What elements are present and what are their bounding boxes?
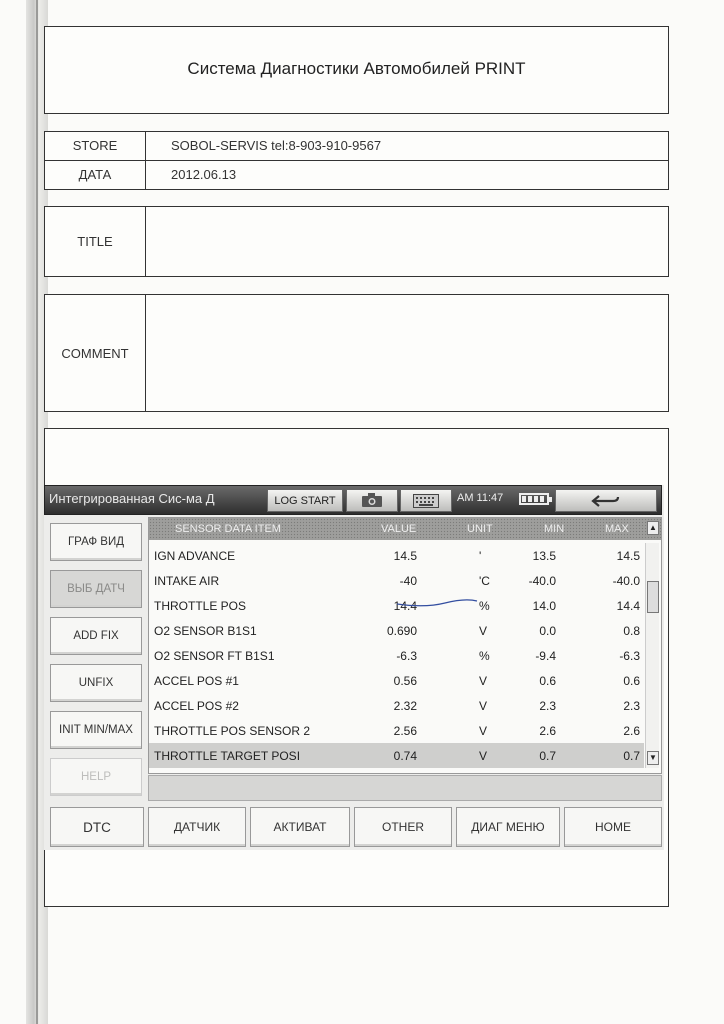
title-field: [44, 206, 669, 277]
clock: AM 11:47: [457, 492, 504, 504]
sensor-min: -40.0: [528, 574, 556, 588]
comment-field: [44, 294, 669, 412]
sensor-min: 0.7: [539, 749, 556, 763]
sensor-button[interactable]: ДАТЧИК: [148, 807, 246, 847]
dtc-button[interactable]: DTC: [50, 807, 144, 847]
sensor-min: -9.4: [535, 649, 556, 663]
sensor-min: 14.0: [532, 599, 556, 613]
sensor-value: 0.56: [393, 674, 417, 688]
store-value: SOBOL-SERVIS tel:8-903-910-9567: [171, 138, 382, 153]
add-fix-button[interactable]: ADD FIX: [50, 617, 142, 655]
sensor-name: THROTTLE POS SENSOR 2: [154, 724, 311, 738]
log-start-button[interactable]: LOG START: [267, 489, 343, 512]
sensor-value: -40: [399, 574, 417, 588]
device-top-bar: [44, 485, 662, 515]
sensor-unit: %: [479, 649, 490, 663]
sensor-max: 14.4: [616, 599, 640, 613]
scroll-up-icon[interactable]: ▲: [647, 521, 659, 535]
sensor-value: 0.74: [393, 749, 417, 763]
app-title: Интегрированная Сис-ма Д: [49, 491, 215, 506]
date-row: [45, 161, 668, 189]
sensor-max: 0.7: [623, 749, 640, 763]
select-sensor-button[interactable]: ВЫБ ДАТЧ: [50, 570, 142, 608]
other-button[interactable]: OTHER: [354, 807, 452, 847]
table-row[interactable]: [149, 568, 644, 593]
sensor-name: IGN ADVANCE: [154, 549, 236, 563]
title-label: TITLE: [45, 207, 146, 276]
table-row[interactable]: [149, 668, 644, 693]
sensor-max: 2.6: [623, 724, 640, 738]
sensor-unit: V: [479, 724, 488, 738]
help-button[interactable]: HELP: [50, 758, 142, 796]
table-scrollbar[interactable]: [645, 523, 659, 768]
comment-label: COMMENT: [45, 295, 146, 411]
header-unit: UNIT: [467, 523, 493, 535]
sensor-unit: %: [479, 599, 490, 613]
sensor-value: 0.690: [386, 624, 417, 638]
sensor-max: 0.8: [623, 624, 640, 638]
sensor-data-table: [148, 517, 662, 774]
store-row: [45, 132, 668, 161]
header-value: VALUE: [381, 523, 417, 535]
unfix-button[interactable]: UNFIX: [50, 664, 142, 702]
back-button[interactable]: [555, 489, 657, 512]
diag-menu-button[interactable]: ДИАГ МЕНЮ: [456, 807, 560, 847]
sensor-min: 2.3: [539, 699, 556, 713]
sensor-value: 2.56: [393, 724, 417, 738]
table-row[interactable]: [149, 643, 644, 668]
sensor-name: O2 SENSOR FT B1S1: [154, 649, 275, 663]
camera-icon: [361, 493, 383, 508]
sensor-unit: ': [479, 549, 482, 563]
paper-binding-line: [36, 0, 38, 1024]
keyboard-icon: [413, 494, 439, 508]
init-min-max-button[interactable]: INIT MIN/MAX: [50, 711, 142, 749]
scroll-thumb[interactable]: [647, 581, 659, 613]
table-row-selected[interactable]: [149, 743, 644, 768]
sensor-min: 13.5: [532, 549, 556, 563]
report-title: Система Диагностики Автомобилей PRINT: [187, 59, 526, 78]
table-header: [149, 518, 661, 540]
header-max: MAX: [605, 523, 629, 535]
sensor-name: THROTTLE TARGET POSI: [154, 749, 301, 763]
activation-button[interactable]: АКТИВАТ: [250, 807, 350, 847]
sensor-unit: V: [479, 699, 488, 713]
sensor-max: 2.3: [623, 699, 640, 713]
table-row[interactable]: [149, 543, 644, 568]
sensor-name: ACCEL POS #2: [154, 699, 239, 713]
info-table: [44, 131, 669, 190]
sensor-max: 0.6: [623, 674, 640, 688]
sensor-name: O2 SENSOR B1S1: [154, 624, 257, 638]
handwritten-underline: [395, 599, 479, 607]
sensor-min: 2.6: [539, 724, 556, 738]
sensor-name: ACCEL POS #1: [154, 674, 239, 688]
sensor-value: 14.4: [393, 599, 417, 613]
home-button[interactable]: HOME: [564, 807, 662, 847]
sensor-unit: 'C: [479, 574, 490, 588]
sensor-min: 0.6: [539, 674, 556, 688]
date-label: ДАТА: [45, 161, 146, 189]
header-item: SENSOR DATA ITEM: [175, 523, 281, 535]
report-header: [44, 26, 669, 114]
table-row[interactable]: [149, 718, 644, 743]
battery-icon: [519, 493, 549, 505]
date-value: 2012.06.13: [171, 167, 237, 182]
sensor-max: -6.3: [619, 649, 640, 663]
sensor-max: 14.5: [616, 549, 640, 563]
scroll-down-icon[interactable]: ▼: [647, 751, 659, 765]
keyboard-button[interactable]: [400, 489, 452, 512]
sensor-min: 0.0: [539, 624, 556, 638]
back-arrow-icon: [591, 494, 621, 508]
sensor-name: THROTTLE POS: [154, 599, 247, 613]
sensor-unit: V: [479, 674, 488, 688]
store-label: STORE: [45, 132, 146, 160]
sensor-value: 14.5: [393, 549, 417, 563]
table-row[interactable]: [149, 618, 644, 643]
table-row[interactable]: [149, 693, 644, 718]
sensor-unit: V: [479, 749, 488, 763]
sensor-max: -40.0: [612, 574, 640, 588]
device-screen: [44, 485, 664, 850]
sensor-value: -6.3: [396, 649, 417, 663]
sensor-name: INTAKE AIR: [154, 574, 220, 588]
sensor-value: 2.32: [393, 699, 417, 713]
sensor-unit: V: [479, 624, 488, 638]
header-min: MIN: [544, 523, 565, 535]
camera-button[interactable]: [346, 489, 398, 512]
graph-view-button[interactable]: ГРАФ ВИД: [50, 523, 142, 561]
status-strip: [148, 775, 662, 801]
